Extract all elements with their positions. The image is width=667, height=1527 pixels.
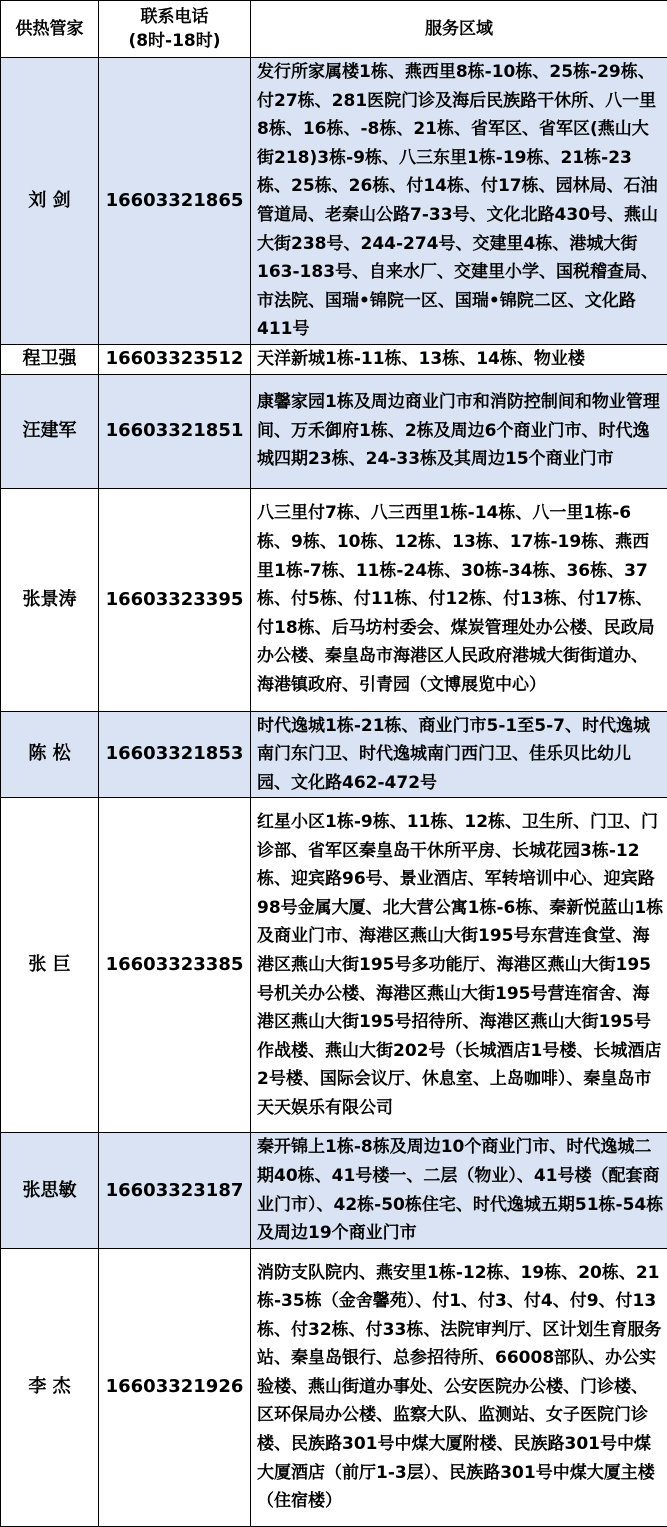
header-phone-hours: (8时-18时): [103, 29, 246, 53]
phone-number: 16603321865: [99, 58, 251, 345]
service-area: 红星小区1栋-9栋、11栋、12栋、卫生所、门卫、门诊部、省军区秦皇岛干休所平房、长城花园3栋-12栋、迎宾路96号、景业酒店、军转培训中心、迎宾路98号金属大厦、北大营公寓1栋-6栋、秦新悦蓝山1栋及商业门市、海港区燕山大街195号东营连食堂、海港区燕山大街195号多功能厅、海港区燕山大街195号机关办公楼、海港区燕山大街195号营连宿舍、海港区燕山大街195号招待所、海港区燕山大街195号作战楼、燕山大街202号（长城酒店1号楼、长城酒店2号楼、国际会议厅、休息室、上岛咖啡）、秦皇岛市天天娱乐有限公司: [251, 798, 667, 1133]
service-area: 八三里付7栋、八三西里1栋-14栋、八一里1栋-6栋、9栋、10栋、12栋、13栋、17栋-19栋、燕西里1栋-7栋、11栋-24栋、30栋-34栋、36栋、37栋、付5栋、付11栋、付12栋、付13栋、付17栋、付18栋、后马坊村委会、煤炭管理处办公楼、民政局办公楼、秦皇岛市海港区人民政府港城大街街道办、海港镇政府、引青园（文博展览中心）: [251, 488, 667, 711]
header-phone: [99, 1, 251, 58]
service-area: 时代逸城1栋-21栋、商业门市5-1至5-7、时代逸城南门东门卫、时代逸城南门西门卫、佳乐贝比幼儿园、文化路462-472号: [251, 711, 667, 798]
service-area: 秦开锦上1栋-8栋及周边10个商业门市、时代逸城二期40栋、41号楼一、二层（物业）、41号楼（配套商业门市）、42栋-50栋住宅、时代逸城五期51栋-54栋及周边19个商业门市: [251, 1133, 667, 1248]
table-row: [1, 1133, 667, 1248]
table-row: [1, 374, 667, 488]
service-area: 发行所家属楼1栋、燕西里8栋-10栋、25栋-29栋、付27栋、281医院门诊及海后民族路干休所、八一里8栋、16栋、-8栋、21栋、省军区、省军区(燕山大街218)3栋-9栋、八三东里1栋-19栋、21栋-23栋、25栋、26栋、付14栋、付17栋、园林局、石油管道局、老秦山公路7-33号、文化北路430号、燕山大街238号、244-274号、交建里4栋、港城大街163-183号、自来水厂、交建里小学、国税稽查局、市法院、国瑞•锦院一区、国瑞•锦院二区、文化路411号: [251, 58, 667, 345]
manager-name: 汪建军: [1, 374, 99, 488]
phone-number: 16603323512: [99, 344, 251, 374]
manager-name: 程卫强: [1, 344, 99, 374]
header-manager: 供热管家: [1, 1, 99, 58]
phone-number: 16603321851: [99, 374, 251, 488]
service-area: 康馨家园1栋及周边商业门市和消防控制间和物业管理间、万禾御府1栋、2栋及周边6个商业门市、时代逸城四期23栋、24-33栋及其周边15个商业门市: [251, 374, 667, 488]
table-row: [1, 711, 667, 798]
table-row: [1, 344, 667, 374]
manager-name: 张思敏: [1, 1133, 99, 1248]
phone-number: 16603321926: [99, 1248, 251, 1526]
header-row: [1, 1, 667, 58]
table-row: [1, 1248, 667, 1526]
phone-number: 16603323385: [99, 798, 251, 1133]
manager-name: 陈 松: [1, 711, 99, 798]
table-row: [1, 798, 667, 1133]
manager-name: 刘 剑: [1, 58, 99, 345]
phone-number: 16603321853: [99, 711, 251, 798]
phone-number: 16603323187: [99, 1133, 251, 1248]
manager-name: 张 巨: [1, 798, 99, 1133]
table-row: [1, 58, 667, 345]
phone-number: 16603323395: [99, 488, 251, 711]
table-row: [1, 488, 667, 711]
service-area: 消防支队院内、燕安里1栋-12栋、19栋、20栋、21栋-35栋（金舍馨苑）、付1、付3、付4、付9、付13栋、付32栋、付33栋、法院审判厅、区计划生育服务站、秦皇岛银行、总参招待所、66008部队、办公实验楼、燕山街道办事处、公安医院办公楼、门诊楼、区环保局办公楼、监察大队、监测站、女子医院门诊楼、民族路301号中煤大厦附楼、民族路301号中煤大厦酒店（前厅1-3层）、民族路301号中煤大厦主楼（住宿楼）: [251, 1248, 667, 1526]
header-phone-title: 联系电话: [103, 5, 246, 29]
manager-name: 李 杰: [1, 1248, 99, 1526]
header-area: 服务区域: [251, 1, 667, 58]
manager-name: 张景涛: [1, 488, 99, 711]
service-area: 天洋新城1栋-11栋、13栋、14栋、物业楼: [251, 344, 667, 374]
